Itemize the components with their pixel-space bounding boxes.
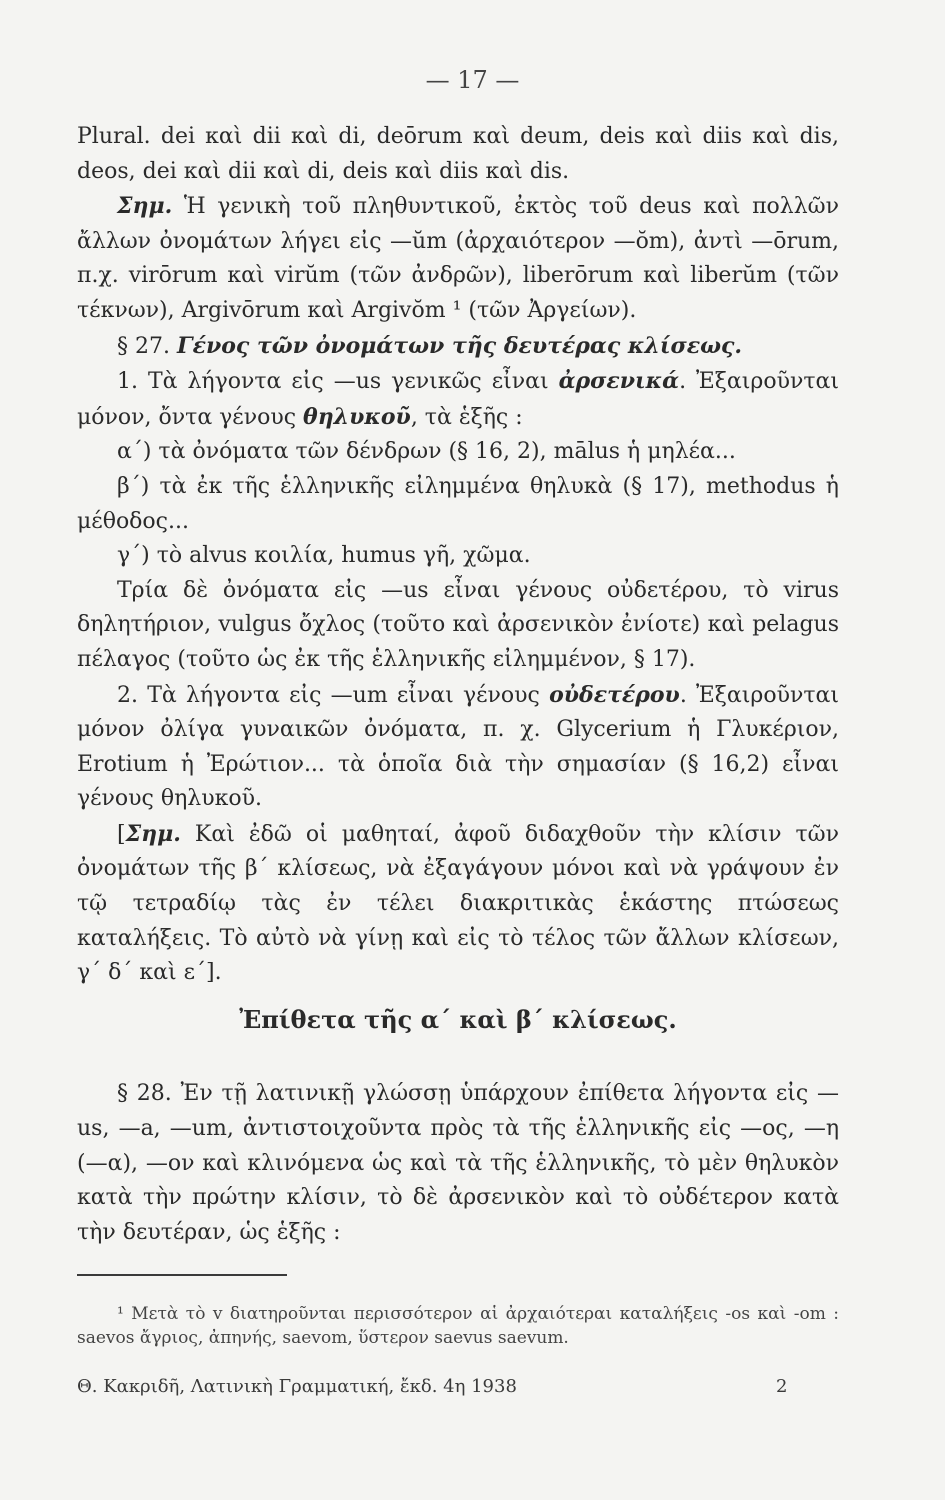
bracket-open: [ <box>117 821 126 847</box>
rule-2-text: 2. Τὰ λήγοντα εἰς —um εἶναι γένους <box>117 682 550 708</box>
exception-item-c: γ΄) τὸ alvus κοιλία, humus γῆ, χῶμα. <box>117 543 531 569</box>
rule-1-text-2: . Ἐξαιροῦνται μόνον, ὄντα γένους <box>77 369 839 430</box>
section-27-title <box>77 329 839 365</box>
signature-mark: 2 <box>776 1376 788 1397</box>
imprint-line: Θ. Κακριδῆ, Λατινικὴ Γραμματική, ἔκδ. 4η 1938 <box>77 1376 517 1397</box>
page-body <box>77 120 839 1250</box>
section-28-paragraph: § 28. Ἐν τῇ λατινικῇ γλώσσῃ ὑπάρχουν ἐπίθετα λήγοντα εἰς —us, —a, —um, ἀντιστοιχοῦντα πρὸς τὰ τῆς ἑλληνικῆς εἰς —ος, —η (—α), —ον καὶ κλινόμενα ὡς καὶ τὰ τῆς ἑλληνικῆς, τὸ μὲν θηλυκὸν κατὰ τὴν πρώτην κλίσιν, τὸ δὲ ἀρσενικὸν καὶ τὸ οὐδέτερον κατὰ τὴν δευτέραν, ὡς ἑξῆς : <box>77 1081 839 1245</box>
note-2-text: Καὶ ἐδῶ οἱ μαθηταί, ἀφοῦ διδαχθοῦν τὴν κλίσιν τῶν ὀνομάτων τῆς β΄ κλίσεως, νὰ ἐξαγάγουν μόνοι καὶ νὰ γράψουν ἐν τῷ τετραδίῳ τὰς ἐν τέλει διακριτικὰς ἑκάστης πτώσεως καταλήξεις. Τὸ αὐτὸ νὰ γίνῃ καὶ εἰς τὸ τέλος τῶν ἄλλων κλίσεων, γ΄ δ΄ καὶ ε΄]. <box>77 821 839 986</box>
rule-1-emph-masculine: ἀρσενικά <box>558 368 680 395</box>
adjectives-heading: Ἐπίθετα τῆς α΄ καὶ β΄ κλίσεως. <box>239 1004 677 1034</box>
plural-paragraph: Plural. dei καὶ dii καὶ di, deōrum καὶ deum, deis καὶ diis καὶ dis, deos, dei καὶ dii καὶ di, deis καὶ diis καὶ dis. <box>77 124 839 184</box>
rule-2-text-2: . Ἐξαιροῦνται μόνον ὀλίγα γυναικῶν ὀνόματα, π. χ. Glycerium ἡ Γλυκέριον, Erotium ἡ Ἐρώτιον... τὰ ὁποῖα διὰ τὴν σημασίαν (§ 16,2) εἶναι γένους θηλυκοῦ. <box>77 682 839 812</box>
rule-1-text-3: , τὰ ἑξῆς : <box>410 404 523 430</box>
section-title: Γένος τῶν ὀνομάτων τῆς δευτέρας κλίσεως. <box>176 332 743 359</box>
footnote-divider <box>77 1274 287 1276</box>
rule-1-text: 1. Τὰ λήγοντα εἰς —us γενικῶς εἶναι <box>117 369 559 395</box>
note-2-label: Σημ. <box>125 820 181 847</box>
rule-1-emph-feminine: θηλυκοῦ <box>303 403 411 430</box>
rule-2-emph-neuter: οὐδετέρου <box>549 681 680 708</box>
note-label: Σημ. <box>117 193 173 220</box>
rule-1-paragraph <box>77 364 839 435</box>
exception-item-b: β΄) τὰ ἐκ τῆς ἑλληνικῆς εἰλημμένα θηλυκὰ (§ 17), methodus ἡ μέθοδος... <box>77 473 839 534</box>
note-text: Ἡ γενικὴ τοῦ πληθυντικοῦ, ἐκτὸς τοῦ deus καὶ πολλῶν ἄλλων ὀνομάτων λήγει εἰς —ŭm (ἀρχαιότερον —ŏm), ἀντὶ —ōrum, π.χ. virōrum καὶ virŭm (τῶν ἀνδρῶν), liberōrum καὶ liberŭm (τῶν τέκνων), Argivōrum καὶ Argivŏm ¹ (τῶν Ἀργείων). <box>77 194 839 323</box>
exception-item-a: α΄) τὰ ὀνόματα τῶν δένδρων (§ 16, 2), mālus ἡ μηλέα... <box>117 439 736 465</box>
rule-2-paragraph <box>77 678 839 817</box>
section-number: § 27. <box>117 333 177 359</box>
footnote-text: ¹ Μετὰ τὸ v διατηροῦνται περισσότερον αἱ ἀρχαιότεραι καταλήξεις -os καὶ -om : saevos ἄγριος, ἀπηνής, saevom, ὕστερον saevus saevum. <box>77 1304 839 1348</box>
note-paragraph <box>77 189 839 328</box>
neuter-us-paragraph: Τρία δὲ ὀνόματα εἰς —us εἶναι γένους οὐδετέρου, τὸ virus δηλητήριον, vulgus ὄχλος (τοῦτο καὶ ἀρσενικὸν ἐνίοτε) καὶ pelagus πέλαγος (τοῦτο ὡς ἐκ τῆς ἑλληνικῆς εἰλημμένον, § 17). <box>77 577 839 672</box>
footnote <box>77 1302 839 1350</box>
page-number: — 17 — <box>425 66 520 94</box>
note-2-paragraph <box>77 817 839 991</box>
